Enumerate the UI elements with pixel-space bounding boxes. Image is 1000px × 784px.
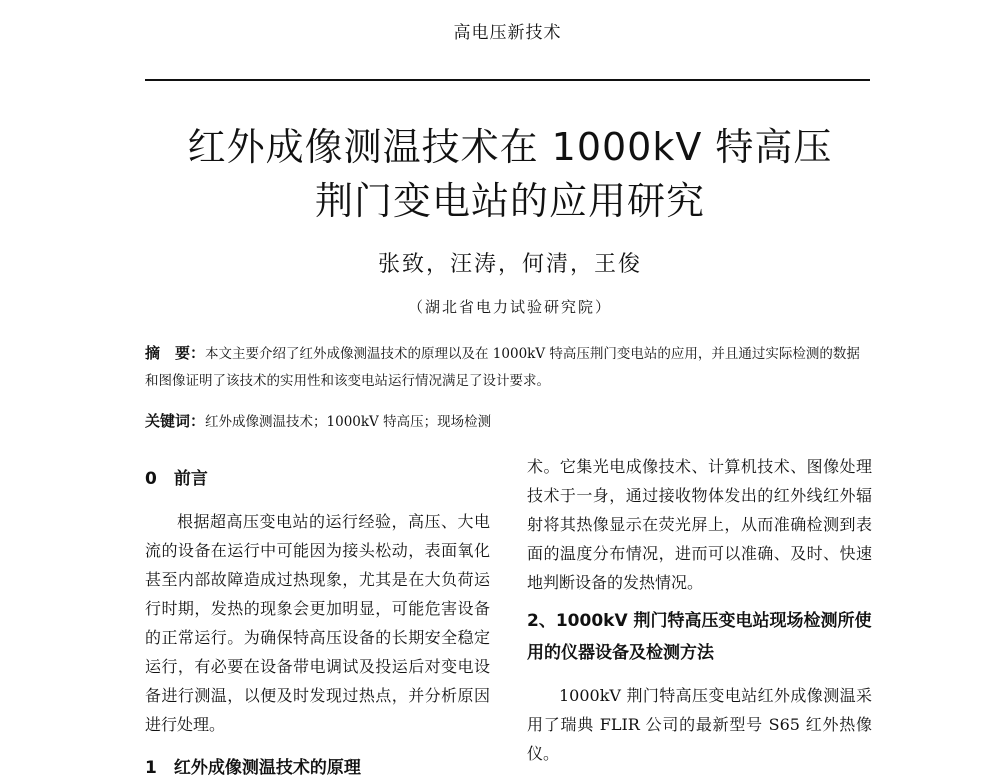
keywords bbox=[145, 408, 870, 436]
title-line-1: 红外成像测温技术在 1000kV 特高压 bbox=[187, 125, 833, 169]
keywords-label: 关键词： bbox=[145, 412, 206, 430]
continued-paragraph: 术。它集光电成像技术、计算机技术、图像处理技术于一身，通过接收物体发出的红外线红外辐射将其热像显示在荧光屏上，从而准确检测到表面的温度分布情况，进而可以准确、及时、快速地判断设备的发热情况。 bbox=[527, 457, 872, 592]
section-heading-0: 0 前言 bbox=[145, 469, 208, 489]
keywords-text: 红外成像测温技术；1000kV 特高压；现场检测 bbox=[205, 414, 492, 430]
section-heading-2: 2、1000kV 荆门特高压变电站现场检测所使用的仪器设备及检测方法 bbox=[527, 611, 872, 663]
left-column bbox=[145, 452, 490, 784]
section-2-paragraph: 1000kV 荆门特高压变电站红外成像测温采用了瑞典 FLIR 公司的最新型号 S65 红外热像仪。 bbox=[527, 686, 872, 763]
paper-title bbox=[100, 120, 920, 228]
right-column bbox=[527, 452, 872, 768]
abstract-text: 本文主要介绍了红外成像测温技术的原理以及在 1000kV 特高压荆门变电站的应用，并且通过实际检测的数据和图像证明了该技术的实用性和该变电站运行情况满足了设计要求。 bbox=[145, 346, 860, 389]
running-head: 高电压新技术 bbox=[453, 23, 562, 43]
header-rule bbox=[145, 79, 870, 81]
authors: 张致，汪涛，何清，王俊 bbox=[377, 252, 642, 277]
affiliation: （湖北省电力试验研究院） bbox=[407, 298, 612, 316]
abstract-label: 摘 要： bbox=[145, 344, 206, 362]
section-heading-1: 1 红外成像测温技术的原理 bbox=[145, 758, 361, 778]
title-line-2: 荆门变电站的应用研究 bbox=[314, 179, 705, 223]
section-0-paragraph: 根据超高压变电站的运行经验，高压、大电流的设备在运行中可能因为接头松动，表面氧化甚至内部故障造成过热现象，尤其是在大负荷运行时期，发热的现象会更加明显，可能危害设备的正常运行。为确保特高压设备的长期安全稳定运行，有必要在设备带电调试及投运后对变电设备进行测温，以便及时发现过热点，并分析原因进行处理。 bbox=[145, 512, 490, 734]
abstract bbox=[145, 340, 870, 395]
